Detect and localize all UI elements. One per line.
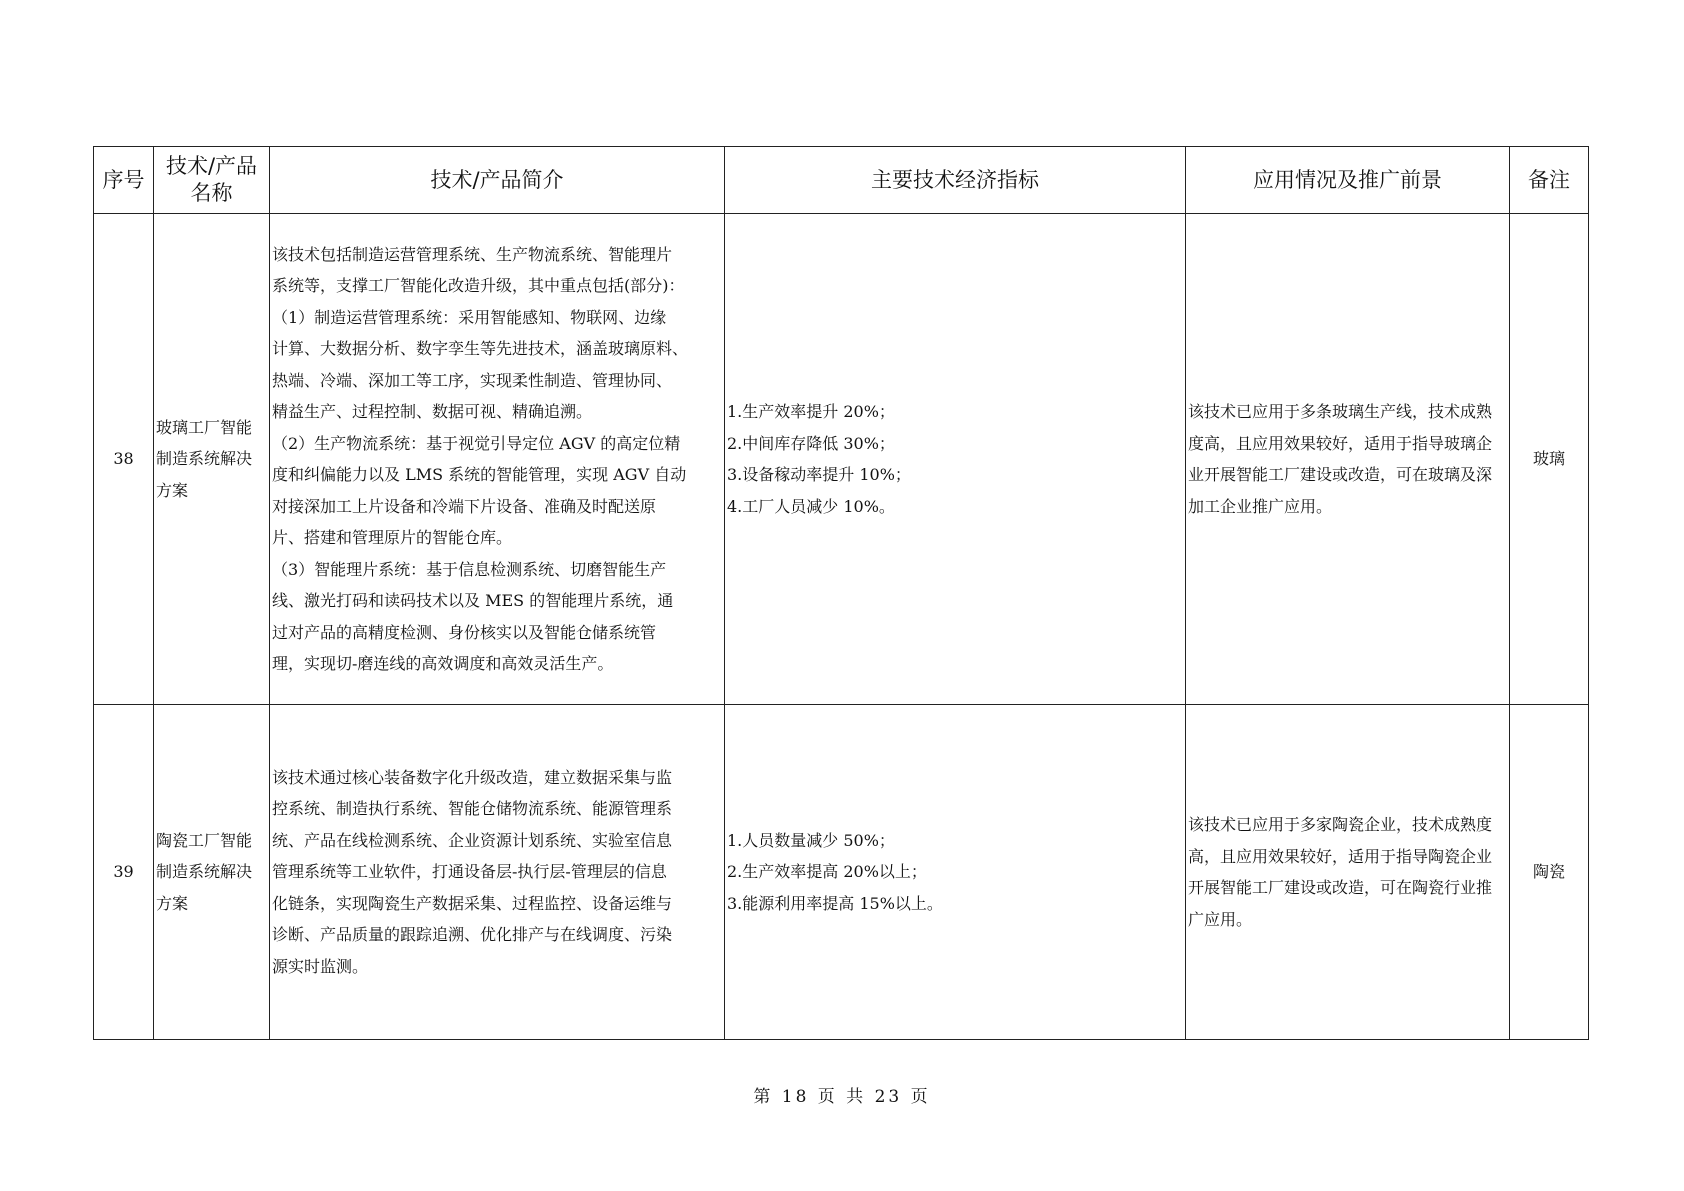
intro-line: 计算、大数据分析、数字孪生等先进技术，涵盖玻璃原料、 [272,339,689,358]
intro-line: 系统等，支撑工厂智能化改造升级，其中重点包括(部分)： [272,276,685,295]
indicator-line: 1.生产效率提升 20%； [727,402,895,421]
header-no: 序号 [94,147,154,214]
row-no: 39 [94,705,154,1040]
intro-line: （1）制造运营管理系统：采用智能感知、物联网、边缘 [272,307,667,327]
row-application: 该技术已应用于多条玻璃生产线，技术成熟度高，且应用效果较好，适用于指导玻璃企业开展智能工厂建设或改造，可在玻璃及深加工企业推广应用。 [1186,214,1510,705]
table-row [94,705,1589,1040]
table-header-row [94,147,1589,214]
intro-line: 热端、冷端、深加工等工序，实现柔性制造、管理协同、 [272,370,673,390]
intro-line: 过对产品的高精度检测、身份核实以及智能仓储系统管 [272,622,657,642]
indicator-line: 4.工厂人员减少 10%。 [727,496,895,516]
intro-line: 对接深加工上片设备和冷端下片设备、准确及时配送原 [272,496,657,516]
intro-line: （3）智能理片系统：基于信息检测系统、切磨智能生产 [272,559,667,579]
row-intro [270,214,725,705]
intro-line: 精益生产、过程控制、数据可视、精确追溯。 [272,402,593,421]
intro-line: 源实时监测。 [272,956,369,976]
row-intro [270,705,725,1040]
intro-line: 统、产品在线检测系统、企业资源计划系统、实验室信息 [272,830,673,850]
indicator-line: 2.生产效率提高 20%以上； [727,862,927,882]
header-application: 应用情况及推广前景 [1186,147,1510,214]
row-indicators [725,214,1186,705]
row-remark: 玻璃 [1510,214,1589,705]
indicator-line: 3.能源利用率提高 15%以上。 [727,893,943,913]
intro-line: 管理系统等工业软件，打通设备层-执行层-管理层的信息 [272,862,667,882]
indicator-line: 1.人员数量减少 50%； [727,830,895,850]
intro-line: 度和纠偏能力以及 LMS 系统的智能管理，实现 AGV 自动 [272,465,687,484]
row-name: 陶瓷工厂智能制造系统解决方案 [154,705,270,1040]
row-indicators [725,705,1186,1040]
row-application: 该技术已应用于多家陶瓷企业，技术成熟度高，且应用效果较好，适用于指导陶瓷企业开展智能工厂建设或改造，可在陶瓷行业推广应用。 [1186,705,1510,1040]
header-remark: 备注 [1510,147,1589,214]
intro-line: 化链条，实现陶瓷生产数据采集、过程监控、设备运维与 [272,893,673,913]
tech-table [93,146,1589,1040]
intro-line: 线、激光打码和读码技术以及 MES 的智能理片系统，通 [272,591,674,610]
header-indicators: 主要技术经济指标 [725,147,1186,214]
indicator-line: 2.中间库存降低 30%； [727,433,895,453]
row-no: 38 [94,214,154,705]
intro-line: 诊断、产品质量的跟踪追溯、优化排产与在线调度、污染 [272,925,673,945]
intro-line: 该技术通过核心装备数字化升级改造，建立数据采集与监 [272,767,673,787]
row-name: 玻璃工厂智能制造系统解决方案 [154,214,270,705]
intro-line: 控系统、制造执行系统、智能仓储物流系统、能源管理系 [272,799,673,819]
header-name: 技术/产品名称 [154,147,270,214]
intro-line: 片、搭建和管理原片的智能仓库。 [272,528,513,547]
table-row [94,214,1589,705]
indicator-line: 3.设备稼动率提升 10%； [727,465,911,484]
intro-line: 理，实现切-磨连线的高效调度和高效灵活生产。 [272,654,614,673]
intro-line: 该技术包括制造运营管理系统、生产物流系统、智能理片 [272,244,673,264]
intro-line: （2）生产物流系统：基于视觉引导定位 AGV 的高定位精 [272,433,681,453]
page-footer: 第 18 页 共 23 页 [753,1087,931,1107]
row-remark: 陶瓷 [1510,705,1589,1040]
header-intro: 技术/产品简介 [270,147,725,214]
